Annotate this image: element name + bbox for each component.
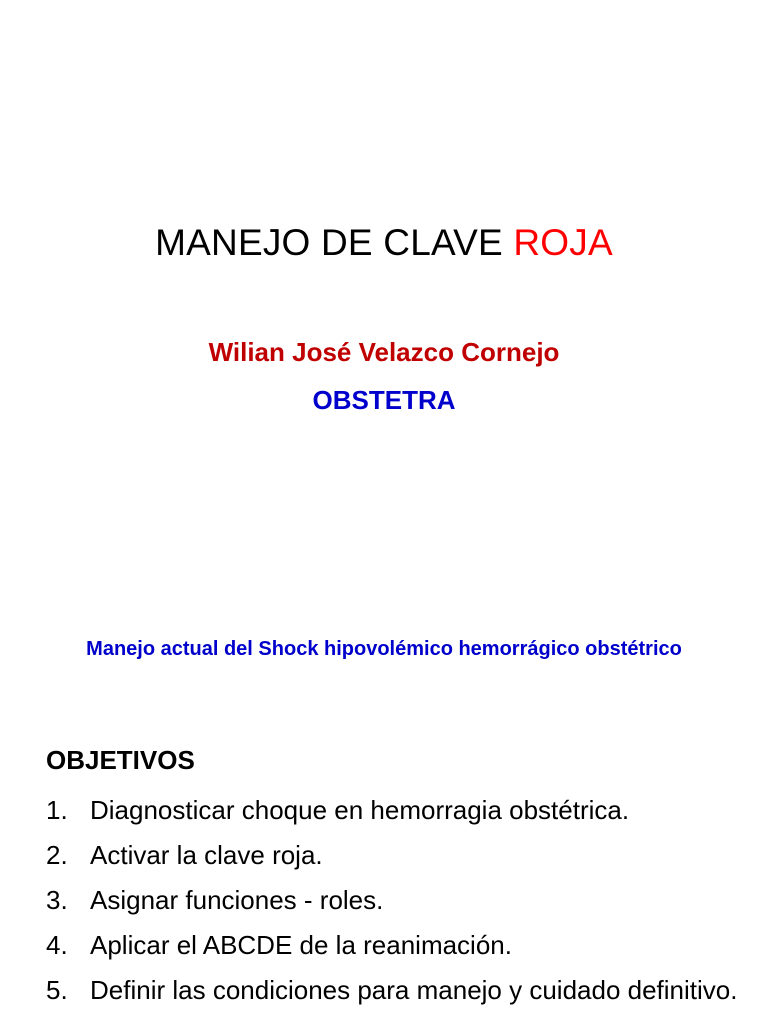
list-item [46,788,746,833]
title-accent: ROJA [513,222,613,263]
slide-subtitle: Manejo actual del Shock hipovolémico hemorrágico obstétrico [86,638,682,660]
author-role: OBSTETRA [312,385,456,415]
list-item-number: 2. [46,840,68,870]
author-name: Wilian José Velazco Cornejo [208,337,560,367]
list-item [46,833,746,878]
list-item [46,968,746,1013]
list-item-text: Diagnosticar choque en hemorragia obstétrica. [90,795,630,825]
list-item-text: Asignar funciones - roles. [90,885,384,915]
list-item-number: 5. [46,975,68,1005]
list-item-text: Aplicar el ABCDE de la reanimación. [90,930,512,960]
list-item [46,923,746,968]
list-item [46,878,746,923]
list-item-number: 4. [46,930,68,960]
slide-title [0,222,768,264]
list-item-text: Definir las condiciones para manejo y cuidado definitivo. [90,975,738,1005]
objectives-list [46,788,746,1013]
objectives-heading: OBJETIVOS [46,745,195,775]
list-item-text: Activar la clave roja. [90,840,323,870]
title-main: MANEJO DE CLAVE [155,222,503,263]
list-item-number: 1. [46,795,68,825]
list-item-number: 3. [46,885,68,915]
